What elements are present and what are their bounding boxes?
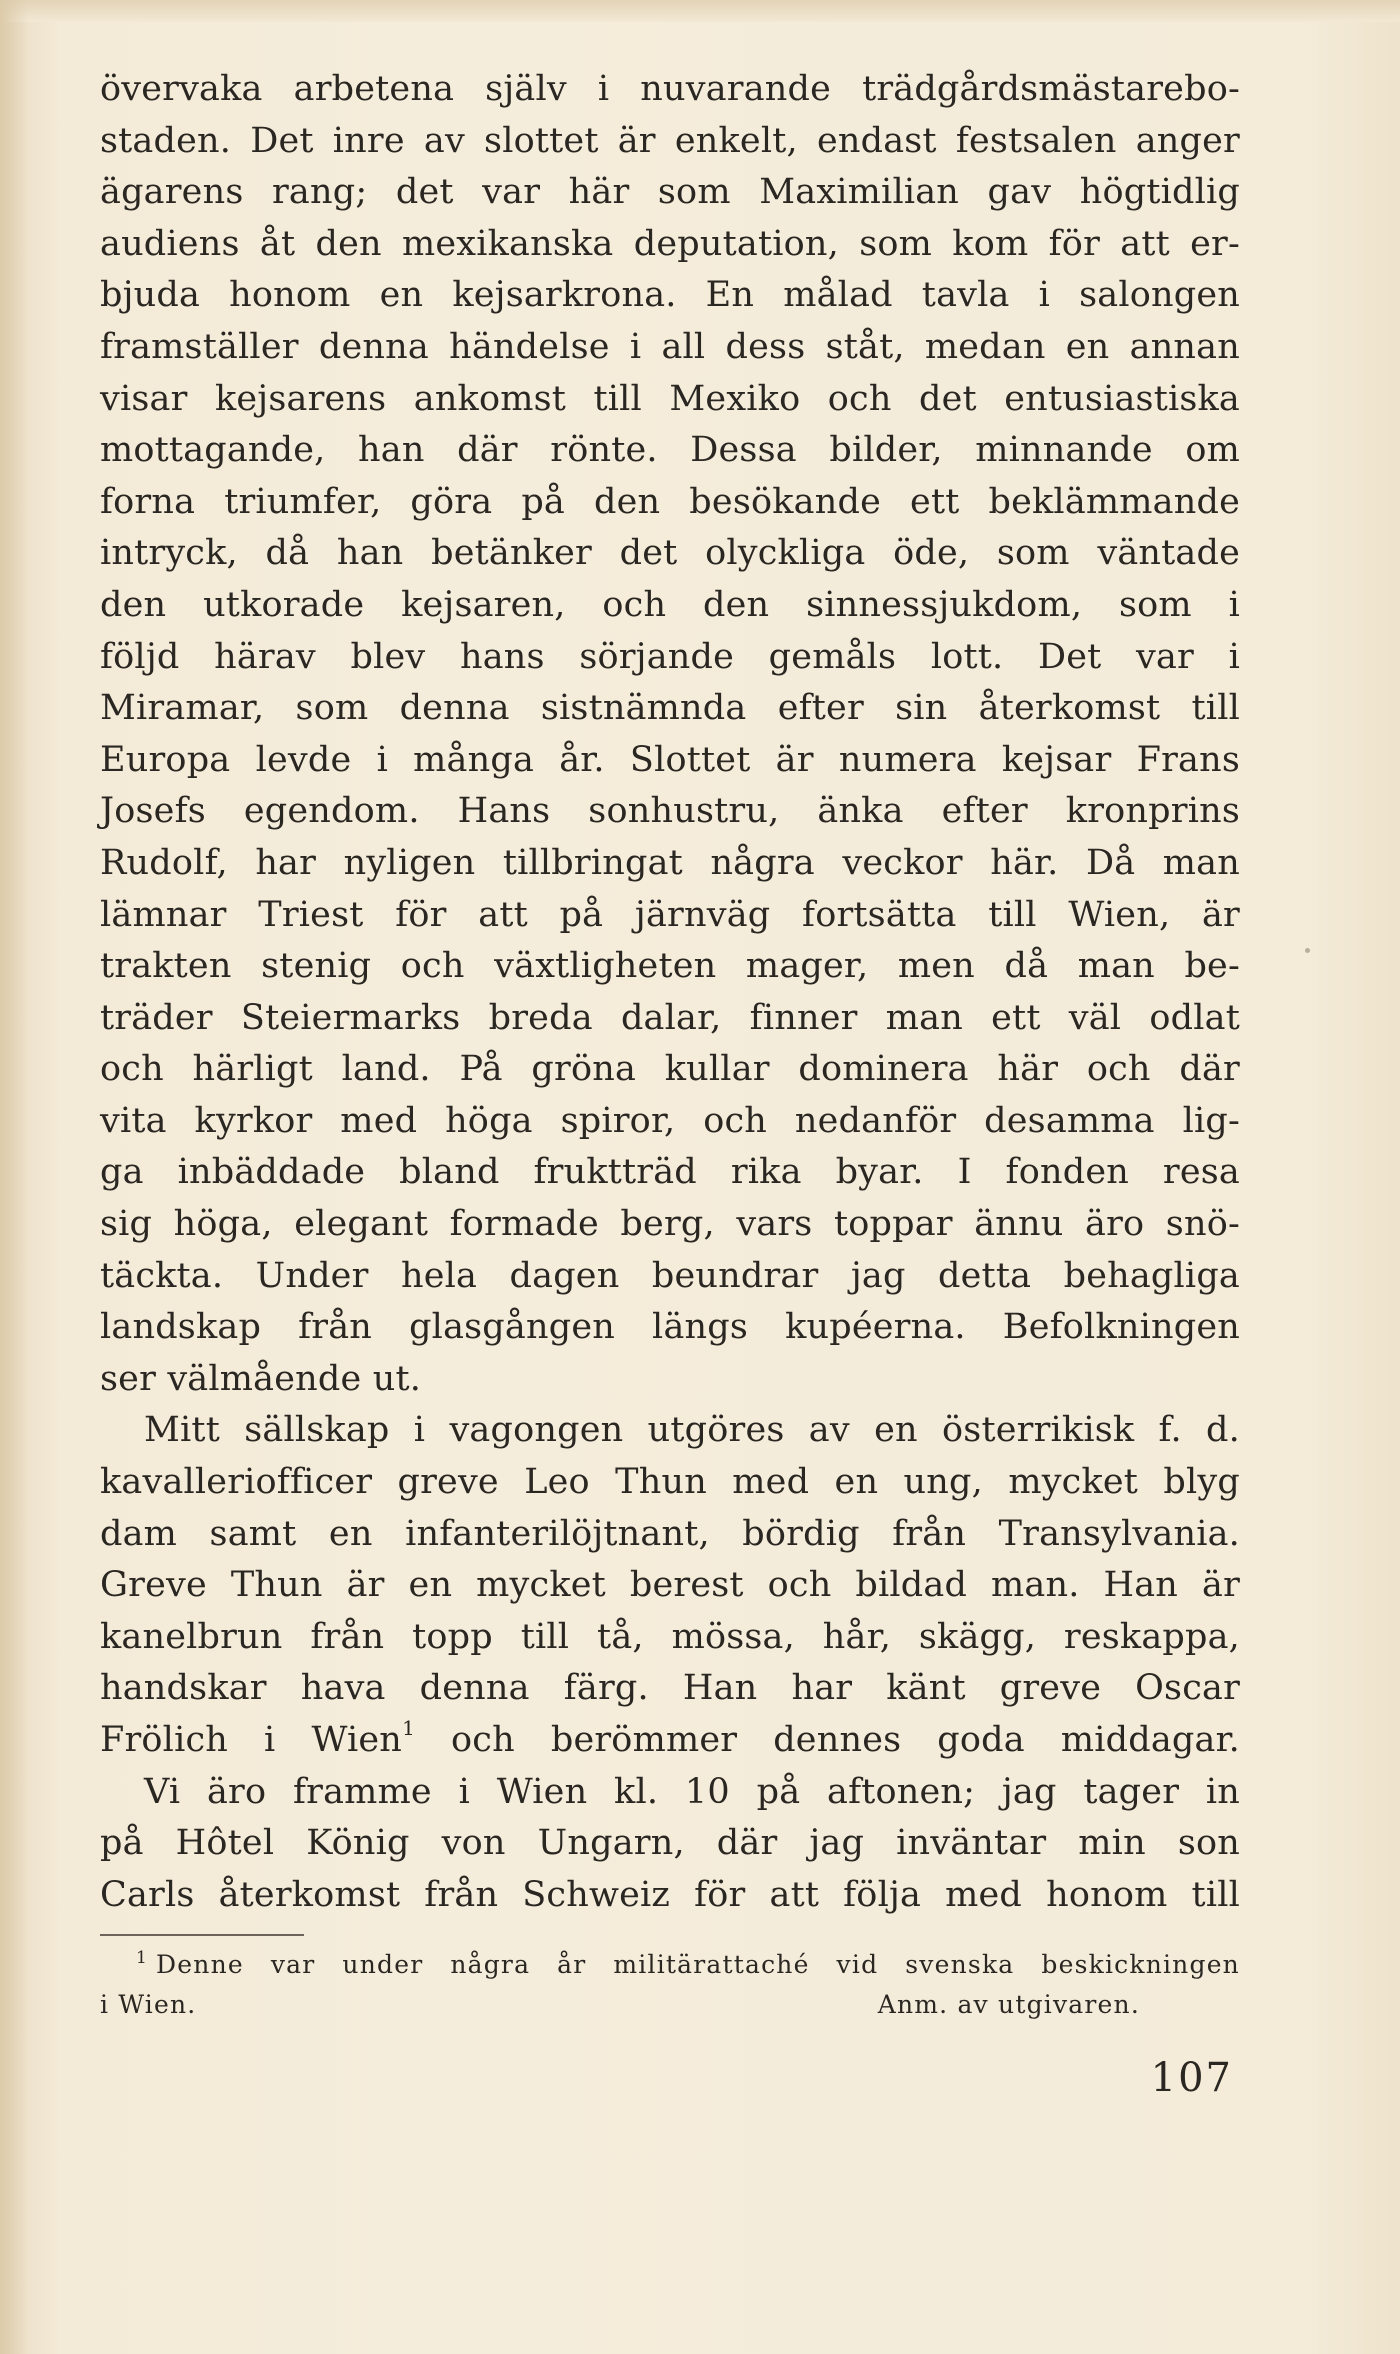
text-line: Europa levde i många år. Slottet är numera kejsar Frans [100, 739, 1240, 780]
footnote-text: i Wien. [100, 1990, 197, 2019]
text-line: mottagande, han där rönte. Dessa bilder, minnande om [100, 430, 1240, 471]
page-top-edge [0, 0, 1400, 22]
text-line: ägarens rang; det var här som Maximilian gav högtidlig [100, 172, 1240, 213]
page-number: 107 [1150, 2055, 1233, 2101]
footnote [100, 1945, 1240, 2025]
text-line: landskap från glasgången längs kupéerna. Befolkningen [100, 1307, 1240, 1348]
footnote-marker: 1 [136, 1948, 149, 1968]
text-line: staden. Det inre av slottet är enkelt, endast festsalen anger [100, 120, 1240, 161]
text-line: Vi äro framme i Wien kl. 10 på aftonen; jag tager in [144, 1771, 1240, 1812]
text-line: framställer denna händelse i all dess ståt, medan en annan [100, 326, 1240, 367]
page-gutter-shadow [0, 0, 28, 2354]
text-line: bjuda honom en kejsarkrona. En målad tavla i salongen [100, 275, 1240, 316]
text-line: intryck, då han betänker det olyckliga öde, som väntade [100, 533, 1240, 574]
text-line: Greve Thun är en mycket berest och bildad man. Han är [100, 1565, 1240, 1606]
text-line: på Hôtel König von Ungarn, där jag inväntar min son [100, 1823, 1240, 1864]
body-text [100, 64, 1240, 1921]
footnote-line [100, 1945, 1240, 1985]
footnote-line [100, 1985, 1240, 2025]
text-line: kavalleriofficer greve Leo Thun med en ung, mycket blyg [100, 1462, 1240, 1503]
text-line: dam samt en infanterilöjtnant, bördig från Transylvania. [100, 1513, 1240, 1554]
text-line: Carls återkomst från Schweiz för att följa med honom till [100, 1874, 1240, 1915]
footnote-reference: 1 [402, 1716, 415, 1740]
text-line: och härligt land. På gröna kullar dominera här och där [100, 1049, 1240, 1090]
text-line: kanelbrun från topp till tå, mössa, hår, skägg, reskappa, [100, 1616, 1240, 1657]
text-line-with-footnote-ref [100, 1715, 1240, 1767]
text-line: handskar hava denna färg. Han har känt greve Oscar [100, 1668, 1240, 1709]
footnote-separator [100, 1934, 304, 1936]
text-line: forna triumfer, göra på den besökande ett beklämmande [100, 481, 1240, 522]
text-line: sig höga, elegant formade berg, vars toppar ännu äro snö- [100, 1204, 1240, 1245]
text-line: trakten stenig och växtligheten mager, men då man be- [100, 946, 1240, 987]
text-line: visar kejsarens ankomst till Mexiko och det entusiastiska [100, 378, 1240, 419]
text-fragment: Frölich i Wien [100, 1720, 403, 1760]
text-fragment: och berömmer dennes goda middagar. [451, 1720, 1240, 1760]
text-line: ga inbäddade bland fruktträd rika byar. I fonden resa [100, 1152, 1240, 1193]
text-line: övervaka arbetena själv i nuvarande trädgårdsmästarebo- [100, 69, 1240, 109]
text-line: ser välmående ut. [100, 1358, 422, 1399]
editor-note: Anm. av utgivaren. [877, 1990, 1140, 2019]
text-line: Mitt sällskap i vagongen utgöres av en österrikisk f. d. [144, 1410, 1240, 1451]
text-line: följd härav blev hans sörjande gemåls lott. Det var i [100, 636, 1240, 677]
text-line: audiens åt den mexikanska deputation, som kom för att er- [100, 223, 1240, 264]
text-line: Miramar, som denna sistnämnda efter sin återkomst till [100, 688, 1240, 729]
text-line: den utkorade kejsaren, och den sinnessjukdom, som i [100, 584, 1240, 625]
text-line: Josefs egendom. Hans sonhustru, änka efter kronprins [100, 791, 1240, 832]
text-line: träder Steiermarks breda dalar, finner man ett väl odlat [100, 997, 1240, 1038]
text-line: vita kyrkor med höga spiror, och nedanför desamma lig- [100, 1100, 1240, 1141]
paper-speck [1305, 948, 1310, 953]
text-line: täckta. Under hela dagen beundrar jag detta behagliga [100, 1255, 1240, 1296]
text-line: Rudolf, har nyligen tillbringat några veckor här. Då man [100, 842, 1240, 883]
footnote-text: Denne var under några år militärattaché vid svenska beskickningen [156, 1950, 1240, 1979]
text-line: lämnar Triest för att på järnväg fortsätta till Wien, är [100, 894, 1240, 935]
